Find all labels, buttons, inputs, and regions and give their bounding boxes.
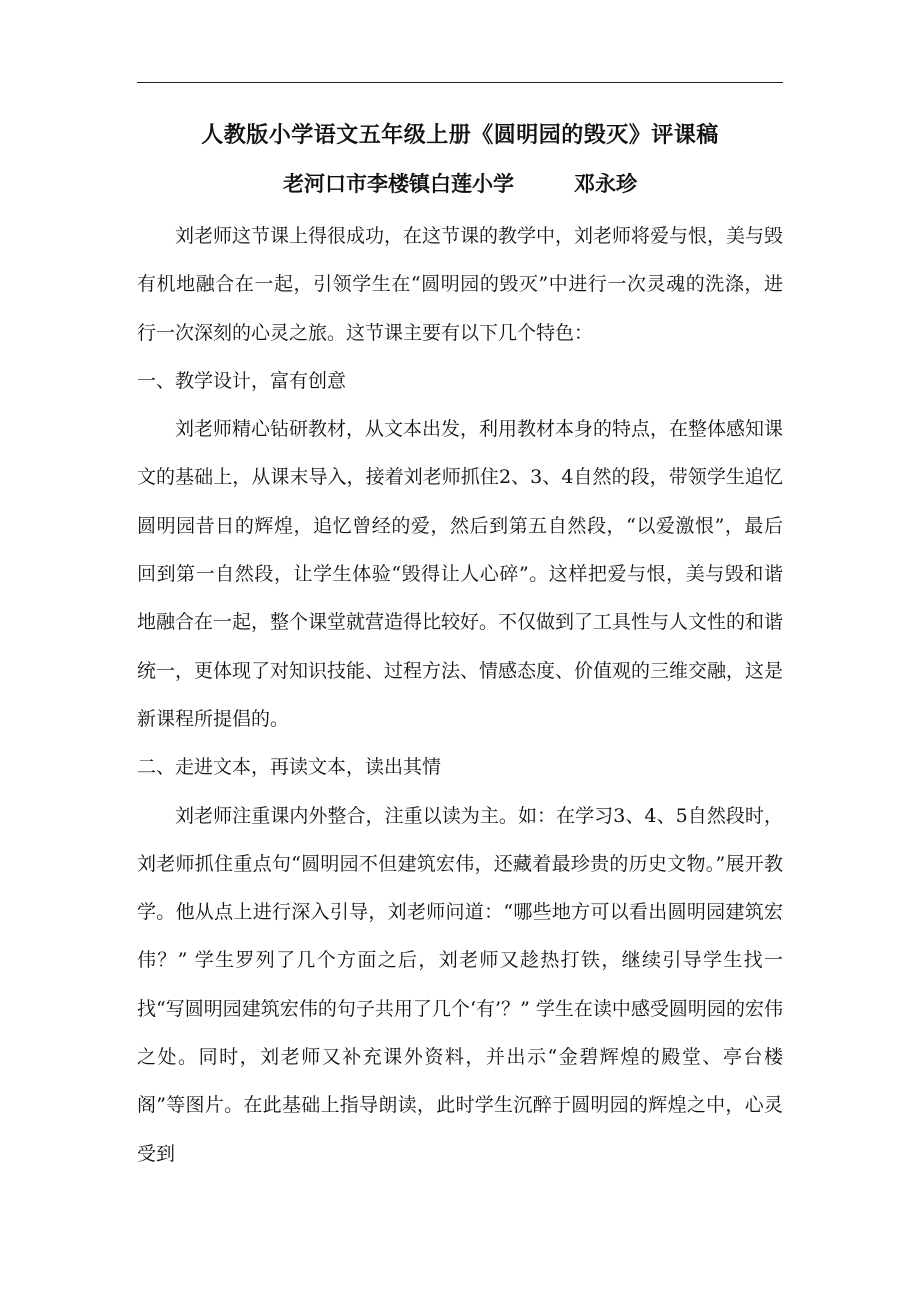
section-heading: 二、走进文本，再读文本，读出其情: [137, 756, 442, 779]
body-paragraph: 刘老师这节课上得很成功，在这节课的教学中，刘老师将爱与恨，美与毁有机地融合在一起，引领学生在“圆明园的毁灭”中进行一次灵魂的洗涤，进行一次深刻的心灵之旅。这节课主要有以下几个特色：: [137, 225, 784, 344]
document-title: 人教版小学语文五年级上册《圆明园的毁灭》评课稿: [201, 123, 719, 148]
document-body: [137, 212, 783, 1178]
body-paragraph: 刘老师精心钻研教材，从文本出发，利用教材本身的特点，在整体感知课文的基础上，从课末导入，接着刘老师抓住2、3、4自然的段，带领学生追忆圆明园昔日的辉煌，追忆曾经的爱，然后到第五自然段，“以爱激恨”，最后回到第一自然段，让学生体验“毁得让人心碎”。这样把爱与恨，美与毁和谐地融合在一起，整个课堂就营造得比较好。不仅做到了工具性与人文性的和谐统一，更体现了对知识技能、过程方法、情感态度、价值观的三维交融，这是新课程所提倡的。: [137, 418, 784, 730]
author-name: 邓永珍: [574, 172, 637, 196]
header-rule: [137, 82, 783, 83]
body-paragraph: 刘老师注重课内外整合，注重以读为主。如：在学习3、4、5自然段时，刘老师抓住重点句“圆明园不但建筑宏伟，还藏着最珍贵的历史文物。”展开教学。他从点上进行深入引导，刘老师问道：“哪些地方可以看出圆明园建筑宏伟？” 学生罗列了几个方面之后，刘老师又趁热打铁，继续引导学生找一找“写圆明园建筑宏伟的句子共用了几个‘有’？” 学生在读中感受圆明园的宏伟之处。同时，刘老师又补充课外资料，并出示“金碧辉煌的殿堂、亭台楼阁”等图片。在此基础上指导朗读，此时学生沉醉于圆明园的辉煌之中，心灵受到: [137, 804, 783, 1165]
author-line: [137, 166, 783, 202]
author-school: 老河口市李楼镇白莲小学: [283, 172, 514, 196]
section-heading: 一、教学设计，富有创意: [137, 369, 347, 392]
